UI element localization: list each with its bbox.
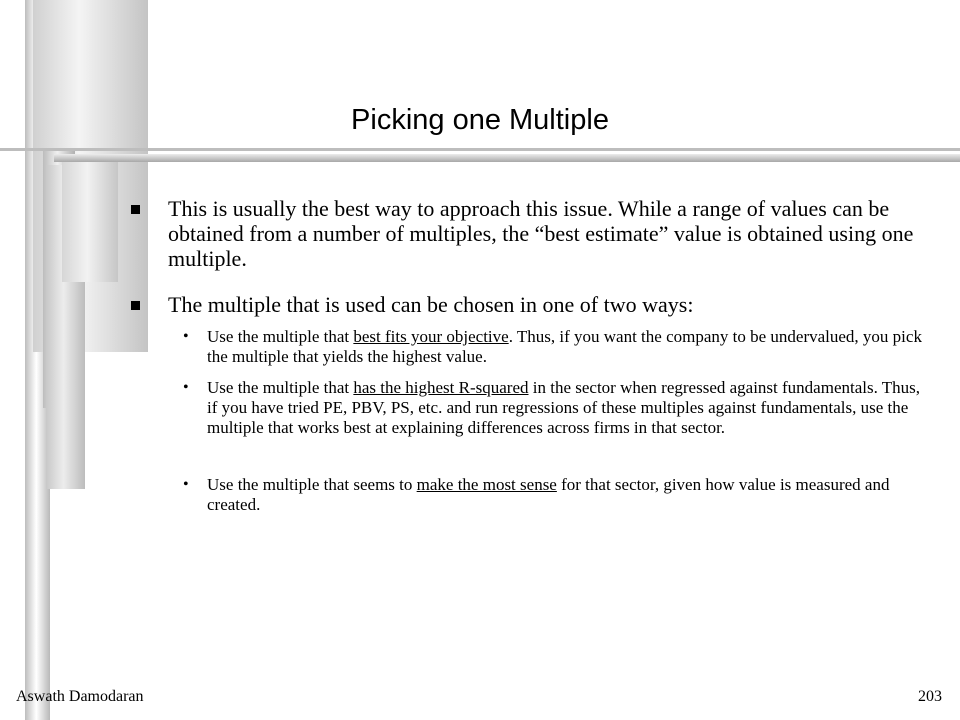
sub-bullet-emphasis: best fits your objective bbox=[353, 327, 509, 346]
sub-bullet-emphasis: has the highest R-squared bbox=[353, 378, 529, 397]
main-bullet bbox=[131, 196, 931, 271]
sub-bullet-text-start: Use the multiple that seems to bbox=[207, 475, 417, 494]
sub-bullet-text bbox=[207, 378, 928, 438]
sub-bullet-text-start: Use the multiple that bbox=[207, 327, 354, 346]
dot-bullet-icon: • bbox=[183, 379, 189, 396]
sub-bullet-text-end: for that sector, given how value is measured and created. bbox=[207, 475, 890, 514]
dot-bullet-icon: • bbox=[183, 328, 189, 345]
sub-bullet-text-start: Use the multiple that bbox=[207, 378, 354, 397]
sub-bullet bbox=[183, 378, 928, 438]
square-bullet-icon bbox=[131, 205, 140, 214]
title-rule-shadow bbox=[54, 154, 960, 162]
decorative-bar bbox=[62, 162, 118, 282]
square-bullet-icon bbox=[131, 301, 140, 310]
main-bullet bbox=[131, 292, 931, 317]
sub-bullet-emphasis: make the most sense bbox=[416, 475, 557, 494]
sub-bullet-text-end: in the sector when regressed against fundamentals. Thus, if you have tried PE, PBV, PS, etc. and run regressions of these multiples against fundamentals, use the multiple that works best at explaining differences across firms in that sector. bbox=[207, 378, 921, 437]
sub-bullet-text-end: . Thus, if you want the company to be undervalued, you pick the multiple that yields the highest value. bbox=[207, 327, 922, 366]
sub-bullet bbox=[183, 327, 928, 367]
dot-bullet-icon: • bbox=[183, 476, 189, 493]
sub-bullet-text bbox=[207, 475, 928, 515]
main-bullet-text: The multiple that is used can be chosen in one of two ways: bbox=[168, 292, 694, 317]
sub-bullet-text bbox=[207, 327, 928, 367]
sub-bullet bbox=[183, 475, 928, 515]
footer-author: Aswath Damodaran bbox=[16, 688, 144, 705]
main-bullet-text: This is usually the best way to approach this issue. While a range of values can be obtained from a number of multiples, the “best estimate” value is obtained using one multiple. bbox=[168, 196, 914, 271]
title-rule bbox=[0, 148, 960, 151]
slide-title: Picking one Multiple bbox=[351, 104, 609, 136]
page-number: 203 bbox=[918, 688, 942, 705]
